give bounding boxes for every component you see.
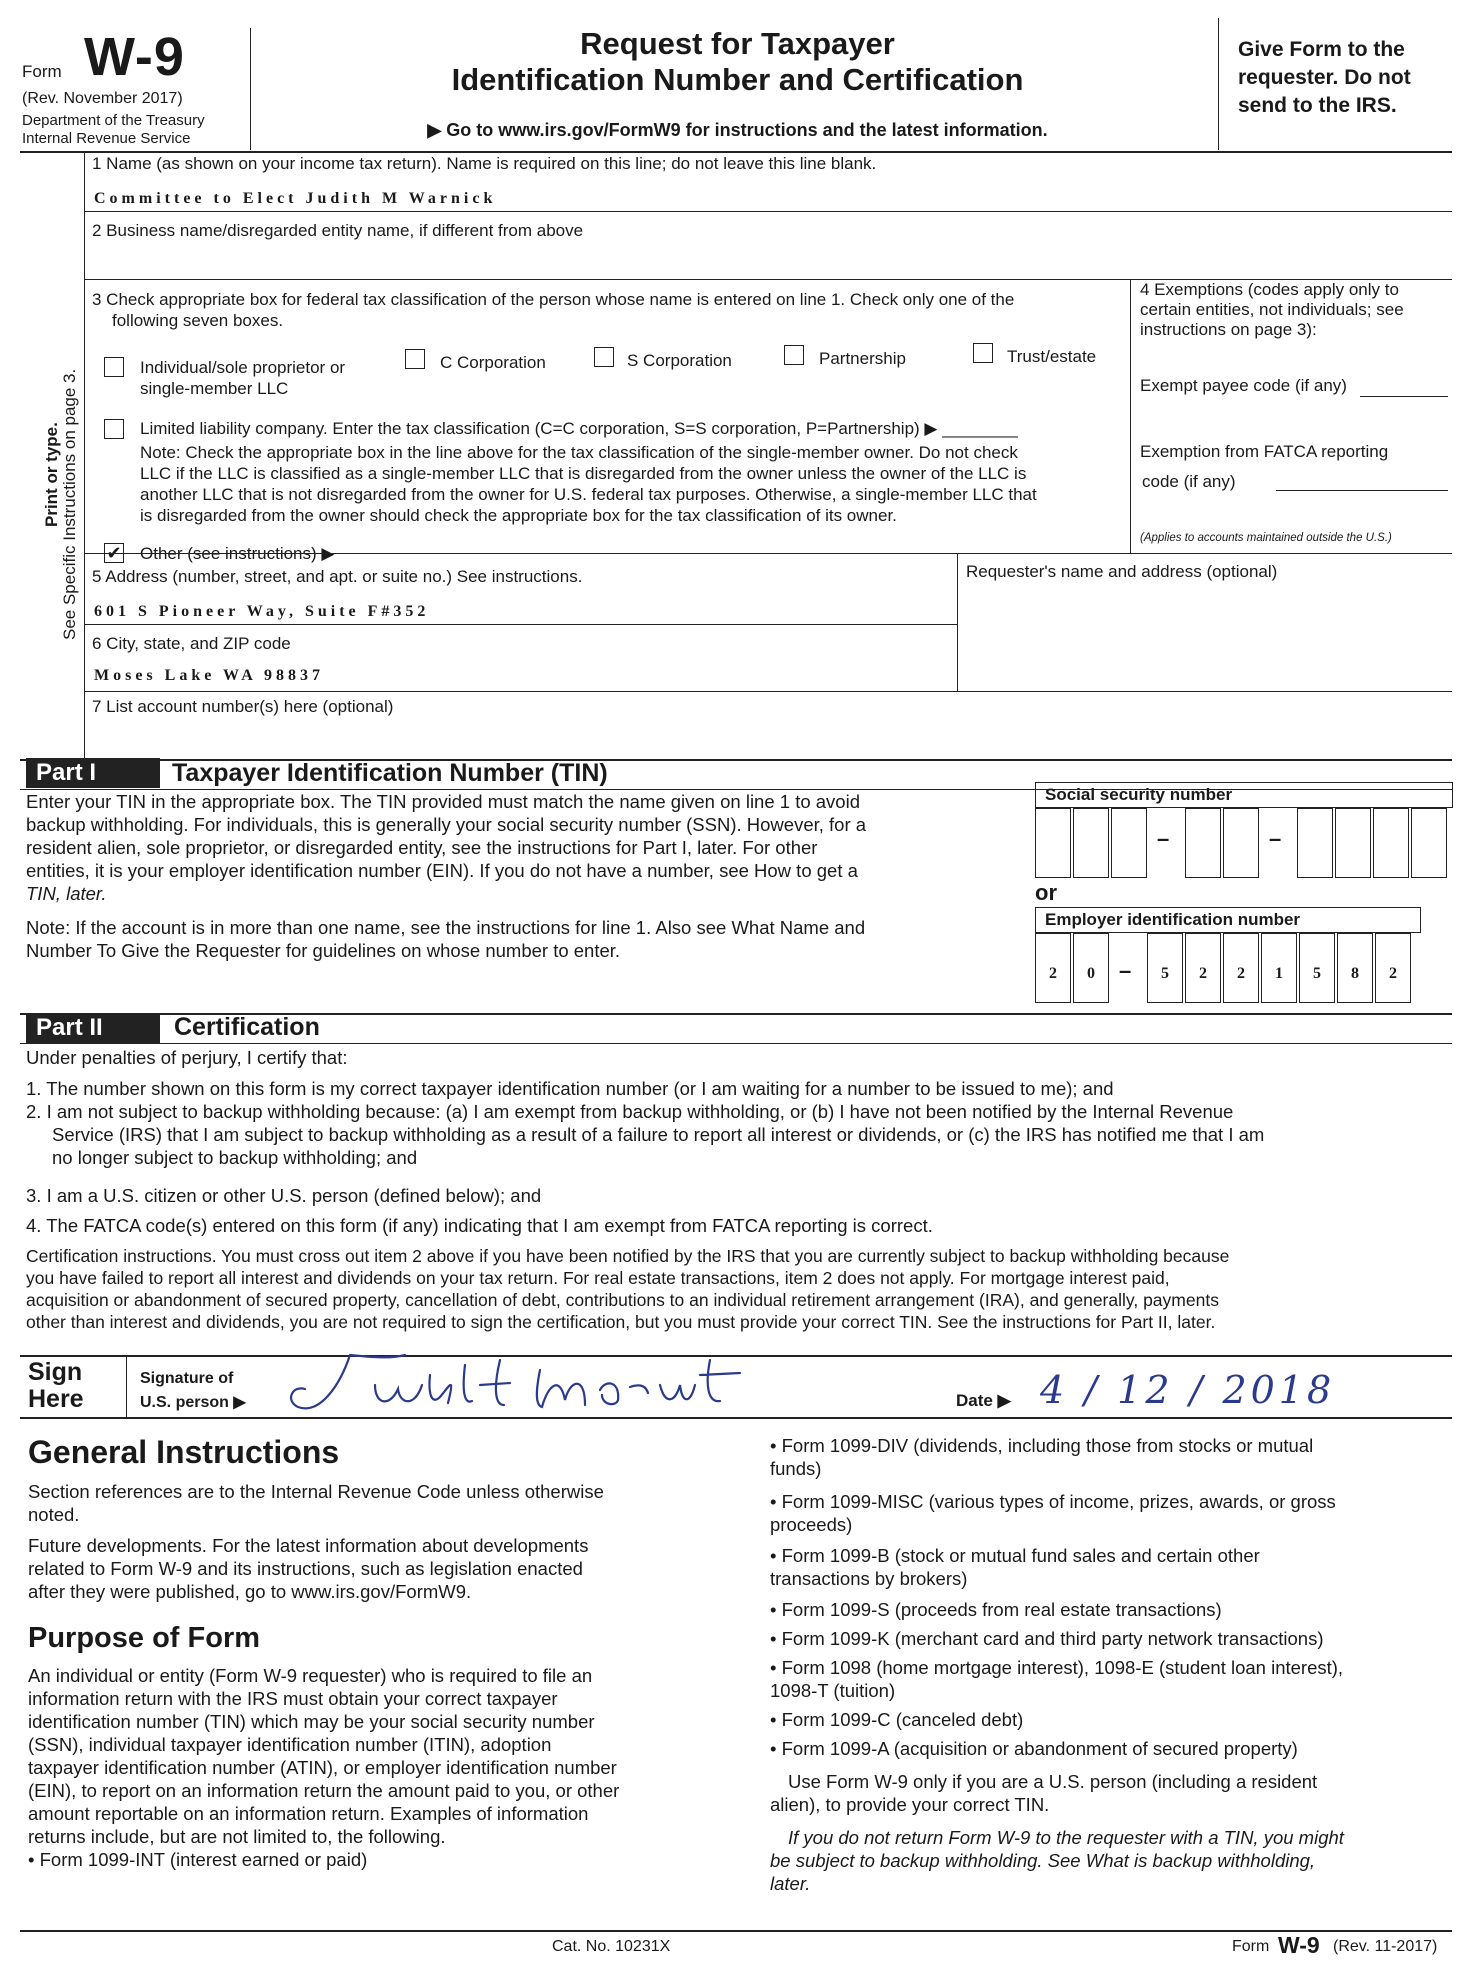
line3-label-b: following seven boxes. [112, 311, 284, 330]
individual-checkbox[interactable] [104, 357, 124, 377]
exemptions-label-2: certain entities, not individuals; see [1140, 300, 1404, 319]
ein-digit-box[interactable]: 1 [1261, 933, 1297, 1003]
cert-instructions: Certification instructions. You must cross out item 2 above if you have been notified by the IRS that you are currently subject to backup withholding because you have failed to report all interest and dividends on your tax return. For real estate transactions, item 2 does not apply. For mortgage interest paid, acquisition or abandonment of secured property, cancellation of debt, contributions to an individual retirement arrangement (IRA), and generally, payments other than interest and dividends, you are not required to sign the certification, but you must provide your correct TIN. See the instructions for Part II, later. [26, 1246, 1230, 1332]
s-corporation-checkbox[interactable] [594, 347, 614, 367]
ssn-digit-box[interactable] [1297, 808, 1333, 878]
line2-label: 2 Business name/disregarded entity name, if different from above [92, 221, 584, 240]
purpose-line: returns include, but are not limited to, the following. [28, 1826, 446, 1847]
future-developments: Future developments. For the latest information about developments related to Form W-9 and its instructions, such as legislation enacted after they were published, go to www.irs.gov/FormW9. [28, 1535, 589, 1602]
ssn-digit-box[interactable] [1035, 808, 1071, 878]
right-column-line: • Form 1099-C (canceled debt) [770, 1709, 1024, 1730]
section-references: Section references are to the Internal Revenue Code unless otherwise noted. [28, 1481, 604, 1525]
individual-label-1: Individual/sole proprietor or [140, 358, 346, 377]
part1-tag: Part I [26, 758, 160, 788]
sign-word: Sign [28, 1358, 83, 1386]
footer-form-word: Form [1232, 1938, 1270, 1955]
form-1099-int-bullet: • Form 1099-INT (interest earned or paid) [28, 1849, 368, 1870]
line5-label: 5 Address (number, street, and apt. or suite no.) See instructions. [92, 567, 583, 586]
ein-label: Employer identification number [1045, 910, 1301, 929]
note-line-1: Note: Check the appropriate box in the line above for the tax classification of the single-member owner. Do not check [140, 443, 1018, 462]
requester-label: Requester's name and address (optional) [966, 562, 1278, 581]
give-form-note-2: requester. Do not [1238, 66, 1411, 89]
cert-item-2: 2. I am not subject to backup withholding because: (a) I am exempt from backup withholding, or (b) I have not been notified by the Internal Revenue Service (IRS) that I am subject to backup withholding as a result of a failure to report all interest or dividends, or (c) the IRS has notified me that I am no longer subject to backup withholding; and [26, 1101, 1265, 1168]
ein-digit-box[interactable]: 5 [1299, 933, 1335, 1003]
right-column-line: funds) [770, 1458, 822, 1479]
fatca-label-1: Exemption from FATCA reporting [1140, 442, 1389, 461]
note-line-4: is disregarded from the owner should check the appropriate box for the tax classification of its owner. [140, 506, 897, 525]
purpose-line: An individual or entity (Form W-9 requester) who is required to file an [28, 1665, 593, 1686]
purpose-line: (SSN), individual taxpayer identification number (ITIN), adoption [28, 1734, 552, 1755]
other-label: Other (see instructions) ▶ [140, 544, 335, 563]
fatca-label-2: code (if any) [1142, 472, 1236, 491]
line1-label: 1 Name (as shown on your income tax return). Name is required on this line; do not leave this line blank. [92, 154, 877, 173]
revision: (Rev. November 2017) [22, 90, 183, 107]
note-line-3: another LLC that is not disregarded from the owner for U.S. federal tax purposes. Otherwise, a single-member LLC that [140, 485, 1037, 504]
ein-digit-box[interactable]: 2 [1035, 933, 1071, 1003]
catalog-number: Cat. No. 10231X [552, 1938, 671, 1955]
date-label: Date ▶ [956, 1391, 1011, 1410]
right-column-line: • Form 1099-DIV (dividends, including those from stocks or mutual [770, 1435, 1314, 1456]
ssn-digit-box[interactable] [1185, 808, 1221, 878]
purpose-line: (EIN), to report on an information return the amount paid to you, or other [28, 1780, 620, 1801]
give-form-note-1: Give Form to the [1238, 38, 1405, 61]
ein-digit-box[interactable]: 2 [1375, 933, 1411, 1003]
purpose-line: taxpayer identification number (ATIN), or employer identification number [28, 1757, 617, 1778]
trust-estate-label: Trust/estate [1007, 347, 1097, 366]
right-column-line: 1098-T (tuition) [770, 1680, 896, 1701]
c-corporation-checkbox[interactable] [405, 349, 425, 369]
right-column-line: • Form 1098 (home mortgage interest), 1098-E (student loan interest), [770, 1657, 1344, 1678]
c-corporation-label: C Corporation [440, 353, 546, 372]
right-column-line: • Form 1099-B (stock or mutual fund sales and certain other [770, 1545, 1260, 1566]
form-title-line2: Identification Number and Certification [451, 62, 1024, 97]
ein-dash: – [1119, 958, 1132, 983]
ssn-digit-box[interactable] [1411, 808, 1447, 878]
exemptions-label-3: instructions on page 3): [1140, 320, 1317, 339]
ssn-digit-box[interactable] [1373, 808, 1409, 878]
form-title-line1: Request for Taxpayer [580, 26, 895, 61]
ssn-digit-box[interactable] [1223, 808, 1259, 878]
part1-title: Taxpayer Identification Number (TIN) [172, 759, 608, 787]
individual-label-2: single-member LLC [140, 379, 289, 398]
ssn-dash: – [1157, 826, 1170, 851]
here-word: Here [28, 1385, 84, 1413]
signature[interactable] [280, 1345, 840, 1425]
note-line-2: LLC if the LLC is classified as a single-member LLC that is disregarded from the owner unless the owner of the LLC is [140, 464, 1027, 483]
ein-digit-box[interactable]: 8 [1337, 933, 1373, 1003]
exemptions-label-1: 4 Exemptions (codes apply only to [1140, 280, 1399, 299]
part1-note: Note: If the account is in more than one name, see the instructions for line 1. Also see What Name and Number To Give the Requester for guidelines on whose number to enter. [26, 917, 866, 961]
dept-line1: Department of the Treasury [22, 112, 205, 129]
footer-revision: (Rev. 11-2017) [1333, 1938, 1438, 1955]
or-label: or [1035, 880, 1057, 905]
ssn-dash: – [1269, 826, 1282, 851]
right-column-line: alien), to provide your correct TIN. [770, 1794, 1050, 1815]
fatca-note: (Applies to accounts maintained outside the U.S.) [1140, 532, 1392, 544]
llc-label: Limited liability company. Enter the tax classification (C=C corporation, S=S corporation, P=Partnership) ▶ ________ [140, 419, 1018, 438]
part2-intro: Under penalties of perjury, I certify that: [26, 1047, 348, 1068]
sidebar-print-or-type: Print or type. [42, 422, 61, 527]
line6-city-value[interactable]: Moses Lake WA 98837 [94, 667, 324, 684]
trust-estate-checkbox[interactable] [973, 343, 993, 363]
ein-digit-box[interactable]: 2 [1185, 933, 1221, 1003]
ssn-digit-box[interactable] [1111, 808, 1147, 878]
right-column-line: Use Form W-9 only if you are a U.S. person (including a resident [788, 1771, 1318, 1792]
irs-link-line: ▶ Go to www.irs.gov/FormW9 for instructions and the latest information. [427, 120, 1048, 140]
ssn-digit-box[interactable] [1335, 808, 1371, 878]
cert-item-1: 1. The number shown on this form is my correct taxpayer identification number (or I am waiting for a number to be issued to me); and [26, 1078, 1114, 1099]
purpose-heading: Purpose of Form [28, 1622, 261, 1654]
right-column-line: • Form 1099-S (proceeds from real estate transactions) [770, 1599, 1222, 1620]
form-number: W-9 [84, 27, 185, 87]
cert-item-4: 4. The FATCA code(s) entered on this form (if any) indicating that I am exempt from FATCA reporting is correct. [26, 1215, 933, 1236]
ein-digit-box[interactable]: 5 [1147, 933, 1183, 1003]
right-column-text [770, 1434, 1344, 1895]
right-column-line: proceeds) [770, 1514, 853, 1535]
partnership-label: Partnership [819, 349, 906, 368]
other-checkbox[interactable]: ✔ [104, 543, 124, 563]
s-corporation-label: S Corporation [627, 351, 732, 370]
right-column-line: If you do not return Form W-9 to the requester with a TIN, you might [788, 1827, 1344, 1848]
exempt-payee-label: Exempt payee code (if any) [1140, 376, 1347, 395]
llc-checkbox[interactable] [104, 419, 124, 439]
right-column-line: • Form 1099-A (acquisition or abandonment of secured property) [770, 1738, 1298, 1759]
ein-digit-box[interactable]: 0 [1073, 933, 1109, 1003]
date-value[interactable]: 4 / 12 / 2018 [1040, 1368, 1336, 1412]
sidebar-specific-instructions: See Specific Instructions on page 3. [60, 368, 79, 640]
part2-tag: Part II [26, 1013, 160, 1043]
cert-item-3: 3. I am a U.S. citizen or other U.S. person (defined below); and [26, 1185, 542, 1206]
partnership-checkbox[interactable] [784, 345, 804, 365]
ssn-digit-box[interactable] [1073, 808, 1109, 878]
right-column-line: • Form 1099-K (merchant card and third party network transactions) [770, 1628, 1324, 1649]
signature-label-2: U.S. person ▶ [140, 1394, 246, 1411]
purpose-text [28, 1664, 619, 1871]
part1-text: Enter your TIN in the appropriate box. The TIN provided must match the name given on line 1 to avoid backup withholding. For individuals, this is generally your social security number (SSN). However, for a resident alien, sole proprietor, or disregarded entity, see the instructions for Part I, later. For other entities, it is your employer identification number (EIN). If you do not have a number, see How to get a TIN, later. [26, 791, 867, 904]
purpose-line: amount reportable on an information return. Examples of information [28, 1803, 589, 1824]
exempt-payee-field[interactable] [1360, 396, 1448, 397]
right-column-line: be subject to backup withholding. See What is backup withholding, [770, 1850, 1316, 1871]
give-form-note-3: send to the IRS. [1238, 94, 1397, 117]
form-word: Form [22, 62, 62, 81]
line6-label: 6 City, state, and ZIP code [92, 634, 291, 653]
fatca-code-field[interactable] [1276, 490, 1448, 491]
dept-line2: Internal Revenue Service [22, 130, 191, 147]
purpose-line: information return with the IRS must obtain your correct taxpayer [28, 1688, 558, 1709]
line3-label-a: 3 Check appropriate box for federal tax classification of the person whose name is entered on line 1. Check only one of the [92, 290, 1015, 309]
right-column-line: later. [770, 1873, 811, 1894]
footer-form-number: W-9 [1278, 1932, 1320, 1958]
ein-digit-box[interactable]: 2 [1223, 933, 1259, 1003]
right-column-line: transactions by brokers) [770, 1568, 968, 1589]
part2-title: Certification [174, 1013, 320, 1041]
line1-name-value[interactable]: Committee to Elect Judith M Warnick [94, 190, 497, 207]
purpose-line: identification number (TIN) which may be your social security number [28, 1711, 595, 1732]
right-column-line: • Form 1099-MISC (various types of income, prizes, awards, or gross [770, 1491, 1336, 1512]
general-instructions-heading: General Instructions [28, 1434, 340, 1470]
ssn-label: Social security number [1045, 785, 1233, 804]
line7-label: 7 List account number(s) here (optional) [92, 697, 394, 716]
line5-address-value[interactable]: 601 S Pioneer Way, Suite F#352 [94, 603, 430, 620]
signature-label-1: Signature of [140, 1370, 234, 1387]
